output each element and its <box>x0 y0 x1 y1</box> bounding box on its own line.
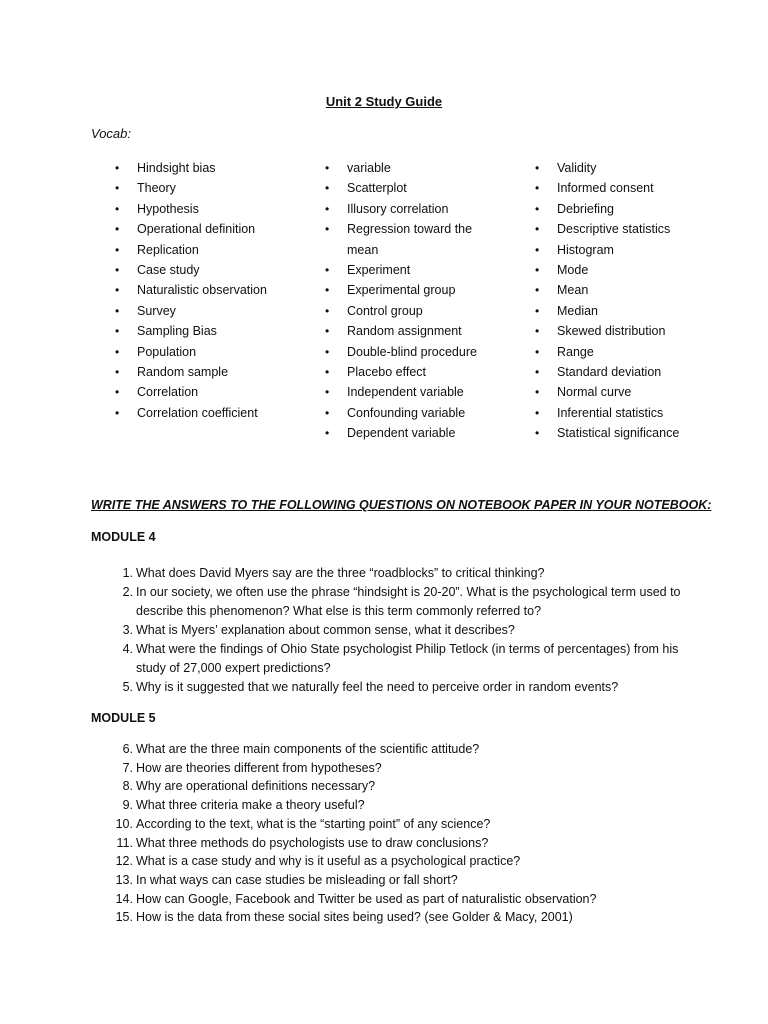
vocab-item: • Illusory correlation <box>325 199 495 219</box>
vocab-item: • Hindsight bias <box>115 158 285 178</box>
vocab-item: • Mode <box>535 260 735 280</box>
vocab-item: • Mean <box>535 280 735 300</box>
vocab-item: • Histogram <box>535 240 735 260</box>
question-text: How is the data from these social sites being used? (see Golder & Macy, 2001) <box>136 910 573 925</box>
vocab-item: • Theory <box>115 178 285 198</box>
question-text: According to the text, what is the “starting point” of any science? <box>136 816 491 831</box>
vocab-item: • Debriefing <box>535 199 735 219</box>
vocab-item: • Standard deviation <box>535 362 735 382</box>
vocab-column-3 <box>535 158 735 444</box>
vocab-item: • Scatterplot <box>325 178 495 198</box>
vocab-item: • Median <box>535 301 735 321</box>
question-number: 2. <box>122 585 133 599</box>
vocab-item: • Informed consent <box>535 178 735 198</box>
question-number: 3. <box>122 623 133 637</box>
question-item <box>111 640 691 678</box>
question-text: What three criteria make a theory useful? <box>136 798 365 813</box>
vocab-item: • Experimental group <box>325 280 495 300</box>
question-item <box>111 777 691 796</box>
question-number: 13. <box>115 872 133 887</box>
vocab-item: • Statistical significance <box>535 423 735 443</box>
vocab-item: • Placebo effect <box>325 362 495 382</box>
question-item <box>111 678 691 697</box>
vocab-item: • Normal curve <box>535 382 735 402</box>
question-item <box>111 564 691 583</box>
question-text: How can Google, Facebook and Twitter be used as part of naturalistic observation? <box>136 891 597 906</box>
vocab-item: • Replication <box>115 240 285 260</box>
question-item <box>111 852 691 871</box>
vocab-item: • Double-blind procedure <box>325 342 495 362</box>
question-item <box>111 759 691 778</box>
question-item <box>111 815 691 834</box>
vocab-item: • Inferential statistics <box>535 403 735 423</box>
question-number: 5. <box>122 680 133 694</box>
vocab-item: • Confounding variable <box>325 403 495 423</box>
question-item <box>111 871 691 890</box>
question-text: What is Myers’ explanation about common sense, what it describes? <box>136 623 515 637</box>
vocab-item: • Dependent variable <box>325 423 495 443</box>
question-text: Why are operational definitions necessary? <box>136 779 376 794</box>
question-number: 4. <box>122 642 133 656</box>
module-5-questions <box>111 740 691 927</box>
vocab-item: • Validity <box>535 158 735 178</box>
question-number: 12. <box>115 854 133 869</box>
page-title: Unit 2 Study Guide <box>325 94 443 109</box>
question-text: How are theories different from hypotheses? <box>136 760 382 775</box>
vocab-item: • Correlation coefficient <box>115 403 285 423</box>
vocab-item: • Regression toward the mean <box>325 219 495 260</box>
question-item <box>111 908 691 927</box>
question-text: What were the findings of Ohio State psychologist Philip Tetlock (in terms of percentages) from his study of 27,000 expert predictions? <box>136 642 679 675</box>
question-text: In what ways can case studies be misleading or fall short? <box>136 872 458 887</box>
vocab-item: • Population <box>115 342 285 362</box>
vocab-item: • Survey <box>115 301 285 321</box>
vocab-item: • Range <box>535 342 735 362</box>
vocab-item: • Hypothesis <box>115 199 285 219</box>
vocab-column-2 <box>325 158 495 444</box>
question-text: What are the three main components of the scientific attitude? <box>136 742 480 756</box>
question-text: What three methods do psychologists use to draw conclusions? <box>136 835 489 850</box>
instruction-text: WRITE THE ANSWERS TO THE FOLLOWING QUESTIONS ON NOTEBOOK PAPER IN YOUR NOTEBOOK: <box>91 498 712 512</box>
question-number: 7. <box>122 760 133 775</box>
vocab-item: • Independent variable <box>325 382 495 402</box>
module-4-heading: MODULE 4 <box>91 530 156 544</box>
question-number: 6. <box>122 742 133 756</box>
vocab-item: • Experiment <box>325 260 495 280</box>
question-text: Why is it suggested that we naturally feel the need to perceive order in random events? <box>136 680 619 694</box>
question-text: What does David Myers say are the three “roadblocks” to critical thinking? <box>136 566 545 580</box>
vocab-item: • Control group <box>325 301 495 321</box>
question-item <box>111 740 691 759</box>
question-number: 14. <box>115 891 133 906</box>
question-item <box>111 890 691 909</box>
vocab-item: • Random assignment <box>325 321 495 341</box>
question-number: 11. <box>116 835 133 850</box>
question-item <box>111 796 691 815</box>
vocab-item: • Case study <box>115 260 285 280</box>
vocab-column-1 <box>115 158 285 423</box>
vocab-item: • Correlation <box>115 382 285 402</box>
question-text: In our society, we often use the phrase “hindsight is 20-20”. What is the psychological term used to describe this phenomenon? What else is this term commonly referred to? <box>136 585 681 618</box>
question-item <box>111 621 691 640</box>
vocab-item: • Skewed distribution <box>535 321 735 341</box>
vocab-item: • Random sample <box>115 362 285 382</box>
vocab-item: • Descriptive statistics <box>535 219 735 239</box>
question-number: 9. <box>122 798 133 813</box>
vocab-item: • Operational definition <box>115 219 285 239</box>
vocab-item: • variable <box>325 158 495 178</box>
question-number: 15. <box>115 910 133 925</box>
vocab-item: • Naturalistic observation <box>115 280 285 300</box>
question-number: 10. <box>115 816 133 831</box>
vocab-item: • Sampling Bias <box>115 321 285 341</box>
question-item <box>111 834 691 853</box>
module-4-questions <box>111 564 691 697</box>
module-5-heading: MODULE 5 <box>91 711 156 725</box>
question-item <box>111 583 691 621</box>
vocab-label: Vocab: <box>91 126 131 141</box>
question-number: 8. <box>122 779 133 794</box>
question-text: What is a case study and why is it useful as a psychological practice? <box>136 854 521 869</box>
question-number: 1. <box>122 566 133 580</box>
